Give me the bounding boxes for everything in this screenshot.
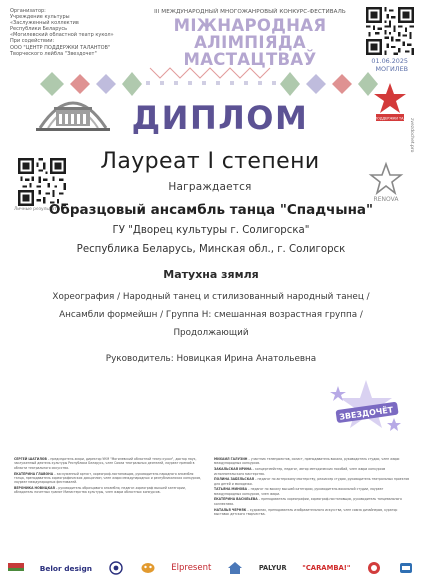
category-line: Ансамбли формейшн / Группа H: смешанная возрастная группа / [59, 310, 363, 320]
festival-subtitle: III МЕЖДУНАРОДНЫЙ МНОГОЖАНРОВЫЙ КОНКУРС-ФЕСТИВАЛЬ [154, 9, 346, 15]
jury-entry [14, 457, 204, 470]
renova-logo-icon [368, 162, 404, 204]
festival-name-line1: МІЖНАРОДНАЯ АЛІМПІЯДА [173, 16, 327, 52]
renova-label: RENOVA [373, 196, 399, 203]
sponsor-belor-design[interactable]: Belor design [39, 563, 93, 573]
organizers-line: Творческого лейбла "Звездочет" [10, 50, 97, 57]
sponsor-house-icon [227, 561, 243, 575]
jury-entry [214, 467, 410, 476]
jury-name: ВЕРОНИКА НОВИЦКАЯ [14, 486, 55, 491]
organizers-line: «Заслуженный коллектив [10, 20, 79, 27]
jury-entry [214, 457, 410, 466]
organizers-line: Республики Беларусь [10, 26, 68, 33]
jury-name: ЕКАТЕРИНА ГЛАВОНА [14, 471, 54, 476]
category-line: Продолжающий [173, 328, 249, 338]
laureate-title: Лауреат I степени [100, 149, 320, 174]
jury-text: – педагог по вокалу высшей категории, руководитель вокальной студии, лауреат международных конкурсов, член жюри. [214, 487, 384, 496]
region-name: Республика Беларусь, Минская обл., г. Солигорск [76, 244, 346, 255]
zvezdochet-sticker-icon [326, 376, 406, 446]
jury-left-column [14, 457, 204, 496]
sponsor-flag-icon [8, 561, 24, 575]
jury-name: ПОЛИНА ЗАБЕЛЬСКАЯ [214, 477, 255, 482]
sponsor-badge-icon [398, 561, 414, 575]
sponsor-palyur[interactable]: PALYUR [258, 564, 287, 572]
jury-entry [14, 472, 204, 485]
jury-right-column [214, 457, 410, 518]
jury-entry [214, 508, 410, 517]
supervisor-name: Руководитель: Новицкая Ирина Анатольевна [105, 354, 317, 364]
sticker-text: ЗВЕЗДОЧЁТ [338, 405, 394, 422]
organizers-block [10, 8, 152, 57]
star-logo-label: ЦЕНТР ПОДДЕРЖКИ ТАЛАНТОВ [362, 116, 418, 121]
jury-name: ЕКАТЕРИНА ВАСИЛЬЕВА [214, 497, 258, 502]
jury-entry [214, 487, 410, 496]
institution-name: ГУ "Дворец культуры г. Солигорска" [112, 225, 310, 236]
jury-name: ЗАКАЛЬСКАЯ ИРИНА [214, 467, 252, 472]
jury-entry [214, 497, 410, 506]
sponsor-caramba[interactable]: "CARAMBA!" [302, 564, 351, 572]
site-vertical[interactable]: zvezdochet.pro [409, 118, 414, 153]
jury-text: – художник, преподаватель изобразительного искусства, член союза дизайнеров, куратор выставок детского творчества. [214, 507, 398, 516]
ensemble-name: Образцовый ансамбль танца "Спадчына" [48, 202, 374, 218]
organizers-line: При содействии: [10, 38, 55, 45]
category-block [20, 288, 402, 342]
qr-code-results[interactable] [18, 158, 66, 206]
jury-text: – преподаватель хореографии, хореограф-постановщик, руководитель танцевального коллектива. [214, 497, 402, 506]
performance-title: Матухна зямля [163, 268, 259, 281]
jury-text: – педагог по актерскому мастерству, режиссер студии, руководитель театральных проектов для детей и молодежи. [214, 477, 410, 486]
category-line: Хореография / Народный танец и стилизованный народный танец / [52, 292, 370, 302]
jury-text: – концертмейстер, педагог, автор методических пособий, член жюри конкурсов исполнительского мастерства. [214, 467, 386, 476]
jury-text: – руководитель образцового ансамбля, педагог-хореограф высшей категории, обладатель почетных грамот Министерства культуры, член жюри областных конкурсов. [14, 486, 186, 495]
organizers-line: ООО "ЦЕНТР ПОДДЕРЖКИ ТАЛАНТОВ" [10, 44, 111, 51]
qr-code-top[interactable] [366, 7, 414, 55]
jury-entry [14, 486, 204, 495]
jury-name: НАТАЛЬЯ ЧЕРНЯК [214, 507, 247, 512]
organizers-line: Организатор: [10, 8, 46, 14]
sponsor-mask-icon [140, 561, 156, 575]
organizers-line: «Могилевский областной театр кукол» [10, 32, 114, 39]
jury-name: ТАТЬЯНА МИНОВА [214, 487, 248, 492]
qr-caption: Личные результаты [14, 207, 61, 212]
jury-name: МИХАИЛ ГАЛУЗИН [214, 457, 248, 461]
organizers-line: Учреждение культуры [10, 14, 70, 21]
awarded-label: Награждается [168, 181, 252, 193]
sponsors-row [8, 559, 414, 577]
sponsor-emblem-icon [108, 561, 124, 575]
festival-name-line2: МАСТАЦТВАЎ [183, 50, 317, 69]
jury-text: – председатель жюри, директор УКМ "Могилевский областной театр кукол", доктор наук, заслуженный деятель культуры Республики Беларусь, член Союза театральных деятелей, лауреат премий в области театрального искусства. [14, 457, 197, 470]
sponsor-circle-icon [366, 561, 382, 575]
jury-text: – заслуженный артист, хореограф-постановщик, руководитель народного ансамбля танца, преподаватель хореографических дисциплин, член жюри международных и республиканских конкурсов, лауреат международных фестивалей. [14, 471, 202, 485]
jury-text: – участник телепроектов, солист, преподаватель вокала, руководитель студии, член жюри международных конкурсов. [214, 457, 400, 466]
festival-name [140, 17, 360, 68]
jury-entry [214, 477, 410, 486]
jury-name: СЕРГЕЙ ШАТИЛОВ [14, 457, 47, 461]
page-title: ДИПЛОМ [131, 99, 309, 137]
date-value: 01.06.2025 [371, 57, 408, 65]
theatre-logo-icon [34, 76, 112, 136]
city-value: МОГИЛЕВ [375, 65, 408, 73]
sponsor-elpresent[interactable]: Elpresent [171, 563, 212, 573]
